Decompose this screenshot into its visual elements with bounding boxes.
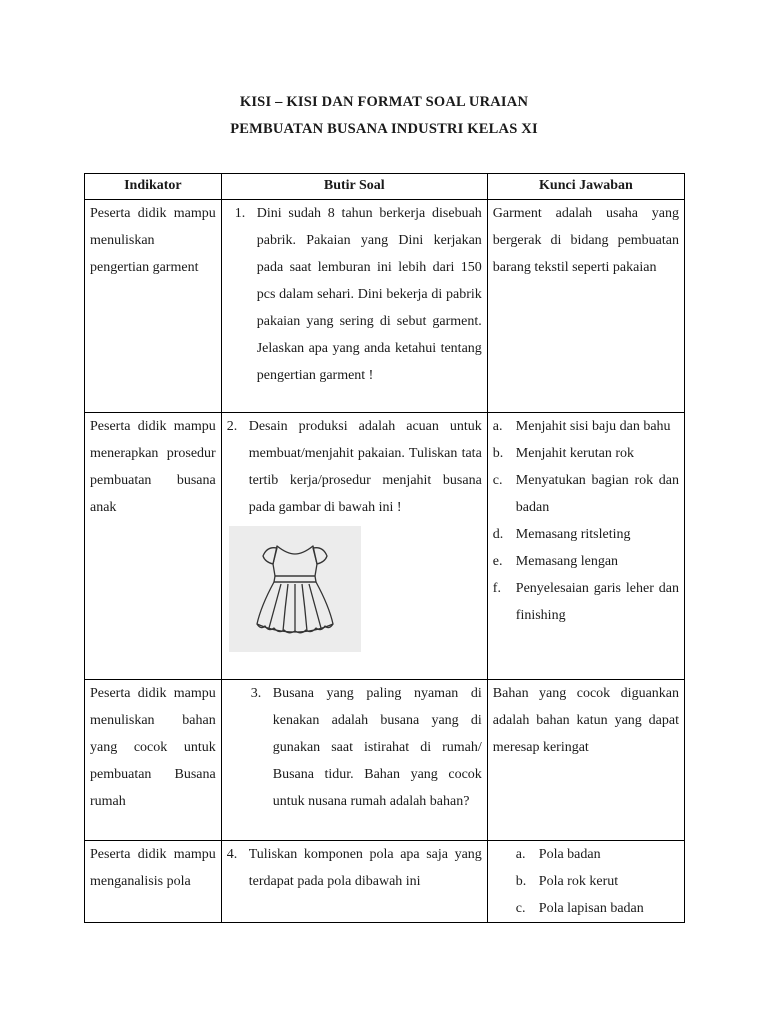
list-marker: f. [492,581,501,596]
list-marker: b. [515,874,527,889]
indikator-text: Peserta didik mampu menuliskan pengertian garment [90,206,216,275]
list-marker: d. [492,527,504,542]
header-indikator: Indikator [85,174,222,200]
list-item [516,841,679,868]
question-number: 2. [226,419,238,434]
list-marker: e. [492,554,503,569]
list-text: Pola lapisan badan [538,901,644,916]
header-kunci-jawaban: Kunci Jawaban [487,174,684,200]
question-text: Busana yang paling nyaman di kenakan adalah busana yang di gunakan saat istirahat di rumah/ Busana tidur. Bahan yang cocok untuk nusana rumah adalah bahan? [272,686,482,809]
list-text: Menjahit sisi baju dan bahu [515,419,671,434]
table-row [85,841,685,923]
answer-text: Bahan yang cocok diguankan adalah bahan katun yang dapat meresap keringat [492,686,679,755]
indikator-cell [85,200,222,413]
list-marker: c. [515,901,526,916]
list-text: Pola badan [538,847,601,862]
soal-cell [221,680,487,841]
list-marker: c. [492,473,503,488]
list-text: Menjahit kerutan rok [515,446,634,461]
kisi-table [84,173,685,923]
answer-list [493,841,679,922]
dress-icon [229,526,361,652]
list-item [493,440,679,467]
table-row [85,413,685,680]
question-number: 1. [234,206,246,221]
list-text: Pola rok kerut [538,874,619,889]
indikator-cell [85,841,222,923]
indikator-cell [85,680,222,841]
soal-cell [221,200,487,413]
soal-cell [221,413,487,680]
jawaban-cell [487,680,684,841]
question-text: Desain produksi adalah acuan untuk membuat/menjahit pakaian. Tuliskan tata tertib kerja/prosedur menjahit busana pada gambar di bawah ini ! [248,419,482,515]
indikator-text: Peserta didik mampu menganalisis pola [90,847,216,889]
list-marker: a. [492,419,503,434]
list-marker: a. [515,847,526,862]
dress-sketch-image [229,526,361,652]
question-text: Dini sudah 8 tahun berkerja disebuah pabrik. Pakaian yang Dini kerjakan pada saat lemburan ini lebih dari 150 pcs dalam sehari. Dini bekerja di pabrik pakaian yang sering di sebut garment. Jelaskan apa yang anda ketahui tentang pengertian garment ! [256,206,482,383]
indikator-cell [85,413,222,680]
list-item [516,868,679,895]
question-number: 4. [226,847,238,862]
document-title: KISI – KISI DAN FORMAT SOAL URAIAN [239,94,529,110]
table-row [85,200,685,413]
list-item [493,413,679,440]
list-marker: b. [492,446,504,461]
answer-text: Garment adalah usaha yang bergerak di bidang pembuatan barang tekstil seperti pakaian [492,206,679,275]
list-item [493,548,679,575]
header-butir-soal: Butir Soal [221,174,487,200]
indikator-text: Peserta didik mampu menuliskan bahan yang cocok untuk pembuatan Busana rumah [90,686,216,809]
document-subtitle: PEMBUATAN BUSANA INDUSTRI KELAS XI [230,121,538,137]
list-text: Memasang lengan [515,554,619,569]
table-row [85,680,685,841]
question-number: 3. [250,686,262,701]
table-header-row [85,174,685,200]
answer-list [493,413,679,629]
list-item [516,895,679,922]
list-text: Menyatukan bagian rok dan badan [515,473,679,515]
list-item [493,467,679,521]
list-item [493,521,679,548]
list-text: Memasang ritsleting [515,527,631,542]
list-item [493,575,679,629]
indikator-text: Peserta didik mampu menerapkan prosedur pembuatan busana anak [90,419,216,515]
jawaban-cell [487,413,684,680]
question-text: Tuliskan komponen pola apa saja yang terdapat pada pola dibawah ini [248,847,482,889]
jawaban-cell [487,200,684,413]
jawaban-cell [487,841,684,923]
list-text: Penyelesaian garis leher dan finishing [515,581,679,623]
soal-cell [221,841,487,923]
